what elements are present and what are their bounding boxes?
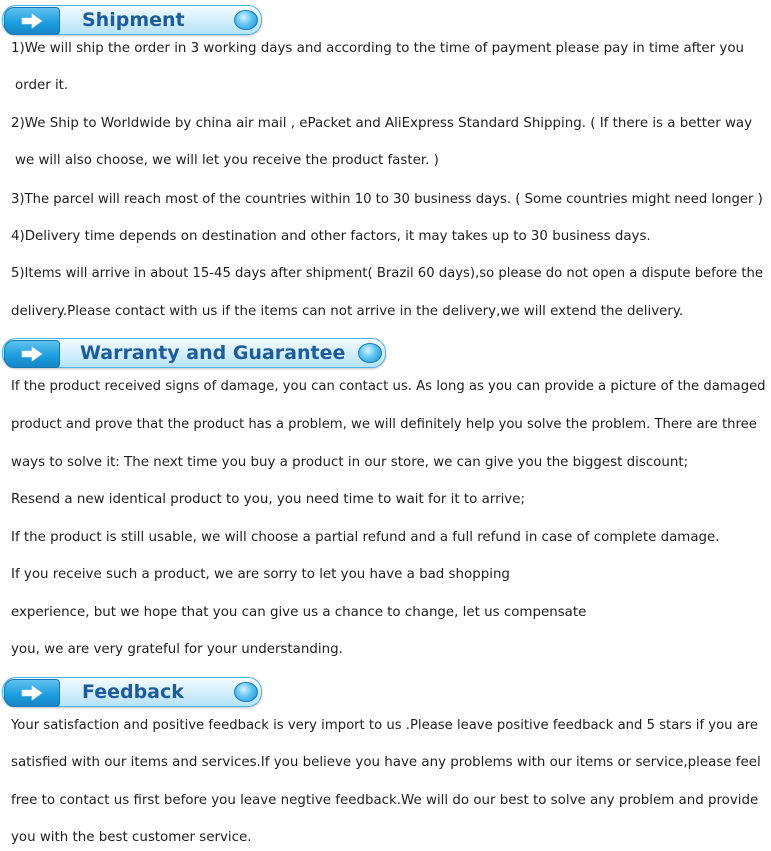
feedback-arrow-box <box>4 679 60 707</box>
feedback-line: free to contact us first before you leave negtive feedback.We will do our best to solve any problem and provide <box>11 793 759 808</box>
warranty-header <box>2 338 388 368</box>
shipment-line: 4)Delivery time depends on destination and other factors, it may takes up to 30 business days. <box>11 229 651 244</box>
feedback-title: Feedback <box>82 681 184 703</box>
feedback-line: you with the best customer service. <box>11 830 252 845</box>
shipment-arrow-box <box>4 7 60 35</box>
circle-dot-icon <box>234 682 258 702</box>
warranty-line: If you receive such a product, we are sorry to let you have a bad shopping <box>11 567 510 582</box>
feedback-header <box>2 677 264 707</box>
warranty-line: If the product is still usable, we will choose a partial refund and a full refund in case of complete damage. <box>11 530 720 545</box>
shipment-line: 3)The parcel will reach most of the countries within 10 to 30 business days. ( Some countries might need longer ) <box>11 192 763 207</box>
shipment-line: 2)We Ship to Worldwide by china air mail , ePacket and AliExpress Standard Shipping. ( If there is a better way <box>11 116 753 131</box>
shipment-title: Shipment <box>82 9 185 31</box>
warranty-line: ways to solve it: The next time you buy a product in our store, we can give you the biggest discount; <box>11 455 689 470</box>
circle-dot-icon <box>358 343 382 363</box>
shipment-line: 1)We will ship the order in 3 working days and according to the time of payment please pay in time after you <box>11 41 745 56</box>
feedback-line: satisfied with our items and services.If you believe you have any problems with our items or service,please feel <box>11 755 761 770</box>
circle-dot-icon <box>234 10 258 30</box>
arrow-right-icon <box>21 685 43 701</box>
warranty-arrow-box <box>4 340 60 368</box>
shipment-line: delivery.Please contact with us if the items can not arrive in the delivery,we will extend the delivery. <box>11 304 684 319</box>
warranty-line: experience, but we hope that you can give us a chance to change, let us compensate <box>11 605 587 620</box>
warranty-line: If the product received signs of damage, you can contact us. As long as you can provide a picture of the damaged <box>11 379 766 394</box>
warranty-line: you, we are very grateful for your understanding. <box>11 642 343 657</box>
shipment-line: order it. <box>15 78 69 93</box>
warranty-line: Resend a new identical product to you, you need time to wait for it to arrive; <box>11 492 525 507</box>
warranty-title: Warranty and Guarantee <box>80 342 346 364</box>
arrow-right-icon <box>21 13 43 29</box>
feedback-line: Your satisfaction and positive feedback is very import to us .Please leave positive feedback and 5 stars if you are <box>11 718 759 733</box>
shipment-line: 5)Items will arrive in about 15-45 days after shipment( Brazil 60 days),so please do not open a dispute before the <box>11 266 763 281</box>
arrow-right-icon <box>21 346 43 362</box>
warranty-line: product and prove that the product has a problem, we will definitely help you solve the problem. There are three <box>11 417 757 432</box>
shipment-line: we will also choose, we will let you receive the product faster. ) <box>15 153 439 168</box>
shipment-header <box>2 5 264 35</box>
